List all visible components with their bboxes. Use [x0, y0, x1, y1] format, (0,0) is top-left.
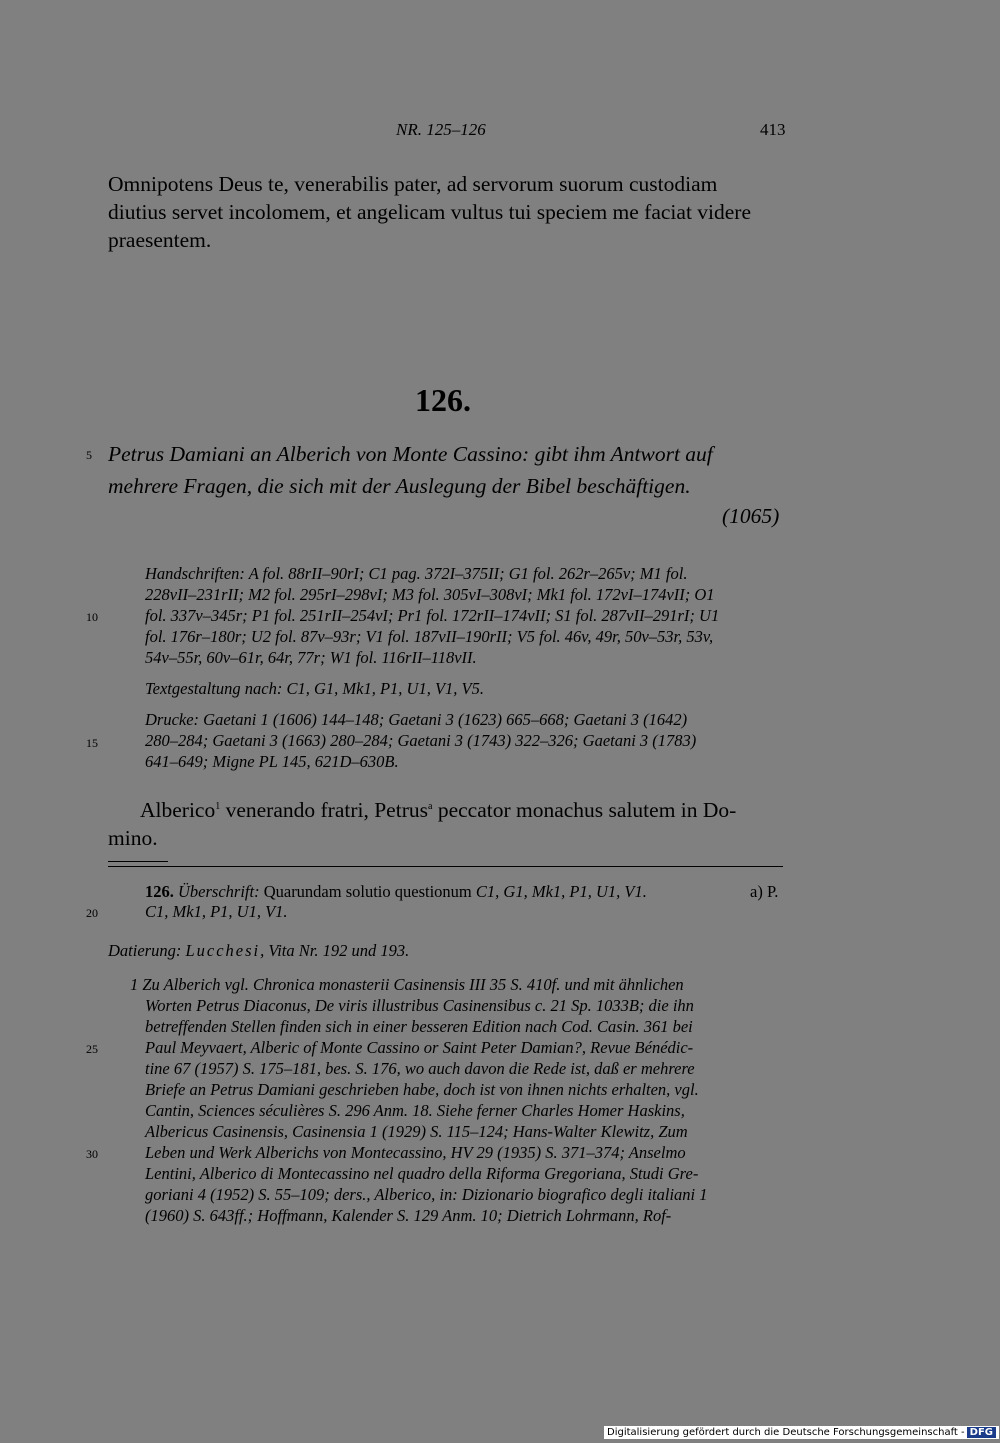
running-header-title: NR. 125–126 [396, 120, 486, 139]
dfg-logo[interactable]: DFG [967, 1427, 996, 1438]
footnote-line: Albericus Casinensis, Casinensia 1 (1929) S. 115–124; Hans-Walter Klewitz, Zum [145, 1122, 688, 1141]
footnote-marker: 1 [215, 800, 221, 812]
footnote-line: tine 67 (1957) S. 175–181, bes. S. 176, wo auch davon die Rede ist, daß er mehrere [145, 1059, 695, 1078]
closing-line: Omnipotens Deus te, venerabilis pater, ad servorum suorum custodiam [108, 172, 718, 196]
apparatus-sigla: C1, G1, Mk1, P1, U1, V1. [475, 882, 647, 901]
line-number: 30 [86, 1147, 98, 1161]
page-number: 413 [760, 120, 786, 139]
apparatus-label: Überschrift: [178, 882, 260, 901]
document-number: 126. [415, 382, 471, 418]
apparatus-line-1 [145, 881, 647, 902]
salutation-text: peccator monachus salutem in Do- [432, 798, 737, 822]
closing-line: praesentem. [108, 228, 212, 252]
line-number: 20 [86, 906, 98, 920]
manuscripts-line: 54v–55r, 60v–61r, 64r, 77r; W1 fol. 116rII–118vII. [145, 648, 477, 667]
apparatus-marker: a [427, 800, 433, 812]
footer-text: Digitalisierung gefördert durch die Deutsche Forschungsgemeinschaft - [607, 1427, 965, 1438]
footnote-line: Worten Petrus Diaconus, De viris illustribus Casinensibus c. 21 Sp. 1033B; die ihn [145, 996, 694, 1015]
salutation-name: Alberico [140, 798, 216, 822]
manuscripts-line: Handschriften: A fol. 88rII–90rI; C1 pag. 372I–375II; G1 fol. 262r–265v; M1 fol. [145, 564, 688, 583]
line-number: 15 [86, 736, 98, 750]
footnote-line: Briefe an Petrus Damiani geschrieben habe, doch ist von ihnen nichts erhalten, vgl. [145, 1080, 699, 1099]
dating-author: Lucchesi [185, 941, 261, 960]
footnote-line: 1 Zu Alberich vgl. Chronica monasterii Casinensis III 35 S. 410f. und mit ähnlichen [130, 975, 684, 994]
apparatus-line-2: C1, Mk1, P1, U1, V1. [145, 902, 288, 921]
apparatus-number: 126. [145, 882, 174, 901]
salutation-line-1 [140, 796, 736, 824]
regest-line: mehrere Fragen, die sich mit der Auslegung der Bibel beschäftigen. [108, 474, 691, 498]
dating-label: Datierung: [108, 941, 186, 960]
dating [108, 940, 409, 961]
regest-date: (1065) [722, 504, 780, 528]
prints-line: 641–649; Migne PL 145, 621D–630B. [145, 752, 399, 771]
digitization-footer [604, 1426, 999, 1439]
footnote-line: Lentini, Alberico di Montecassino nel quadro della Riforma Gregoriana, Studi Gre- [145, 1164, 699, 1183]
dating-text: , Vita Nr. 192 und 193. [260, 941, 410, 960]
apparatus-note-a: a) P. [750, 882, 779, 901]
footnote-divider [108, 866, 783, 867]
salutation-line-2: mino. [108, 826, 158, 850]
closing-line: diutius servet incolomem, et angelicam vultus tui speciem me faciat videre [108, 200, 752, 224]
salutation-text: venerando fratri, Petrus [220, 798, 428, 822]
footnote-line: (1960) S. 643ff.; Hoffmann, Kalender S. 129 Anm. 10; Dietrich Lohrmann, Rof- [145, 1206, 672, 1225]
footnote-line: Paul Meyvaert, Alberic of Monte Cassino or Saint Peter Damian?, Revue Bénédic- [145, 1038, 694, 1057]
apparatus-text: Quarundam solutio questionum [259, 882, 476, 901]
prints-line: Drucke: Gaetani 1 (1606) 144–148; Gaetani 3 (1623) 665–668; Gaetani 3 (1642) [145, 710, 688, 729]
footnote-line: Leben und Werk Alberichs von Montecassino, HV 29 (1935) S. 371–374; Anselmo [145, 1143, 686, 1162]
manuscripts-line: 228vII–231rII; M2 fol. 295rI–298vI; M3 fol. 305vI–308vI; Mk1 fol. 172vI–174vII; O1 [145, 585, 715, 604]
footnote-line: Cantin, Sciences séculières S. 296 Anm. 18. Siehe ferner Charles Homer Haskins, [145, 1101, 685, 1120]
regest-line: Petrus Damiani an Alberich von Monte Cassino: gibt ihm Antwort auf [108, 442, 713, 466]
manuscripts-line: fol. 337v–345r; P1 fol. 251rII–254vI; Pr1 fol. 172rII–174vII; S1 fol. 287vII–291rI; U1 [145, 606, 720, 625]
text-basis: Textgestaltung nach: C1, G1, Mk1, P1, U1, V1, V5. [145, 679, 484, 698]
short-divider [108, 861, 168, 862]
line-number: 25 [86, 1042, 98, 1056]
manuscripts-line: fol. 176r–180r; U2 fol. 87v–93r; V1 fol. 187vII–190rII; V5 fol. 46v, 49r, 50v–53r, 53v, [145, 627, 714, 646]
line-number: 10 [86, 610, 98, 624]
footnote-line: betreffenden Stellen finden sich in einer besseren Edition nach Cod. Casin. 361 bei [145, 1017, 693, 1036]
line-number: 5 [86, 448, 92, 462]
prints-line: 280–284; Gaetani 3 (1663) 280–284; Gaetani 3 (1743) 322–326; Gaetani 3 (1783) [145, 731, 697, 750]
footnote-line: goriani 4 (1952) S. 55–109; ders., Alberico, in: Dizionario biografico degli italiani 1 [145, 1185, 708, 1204]
